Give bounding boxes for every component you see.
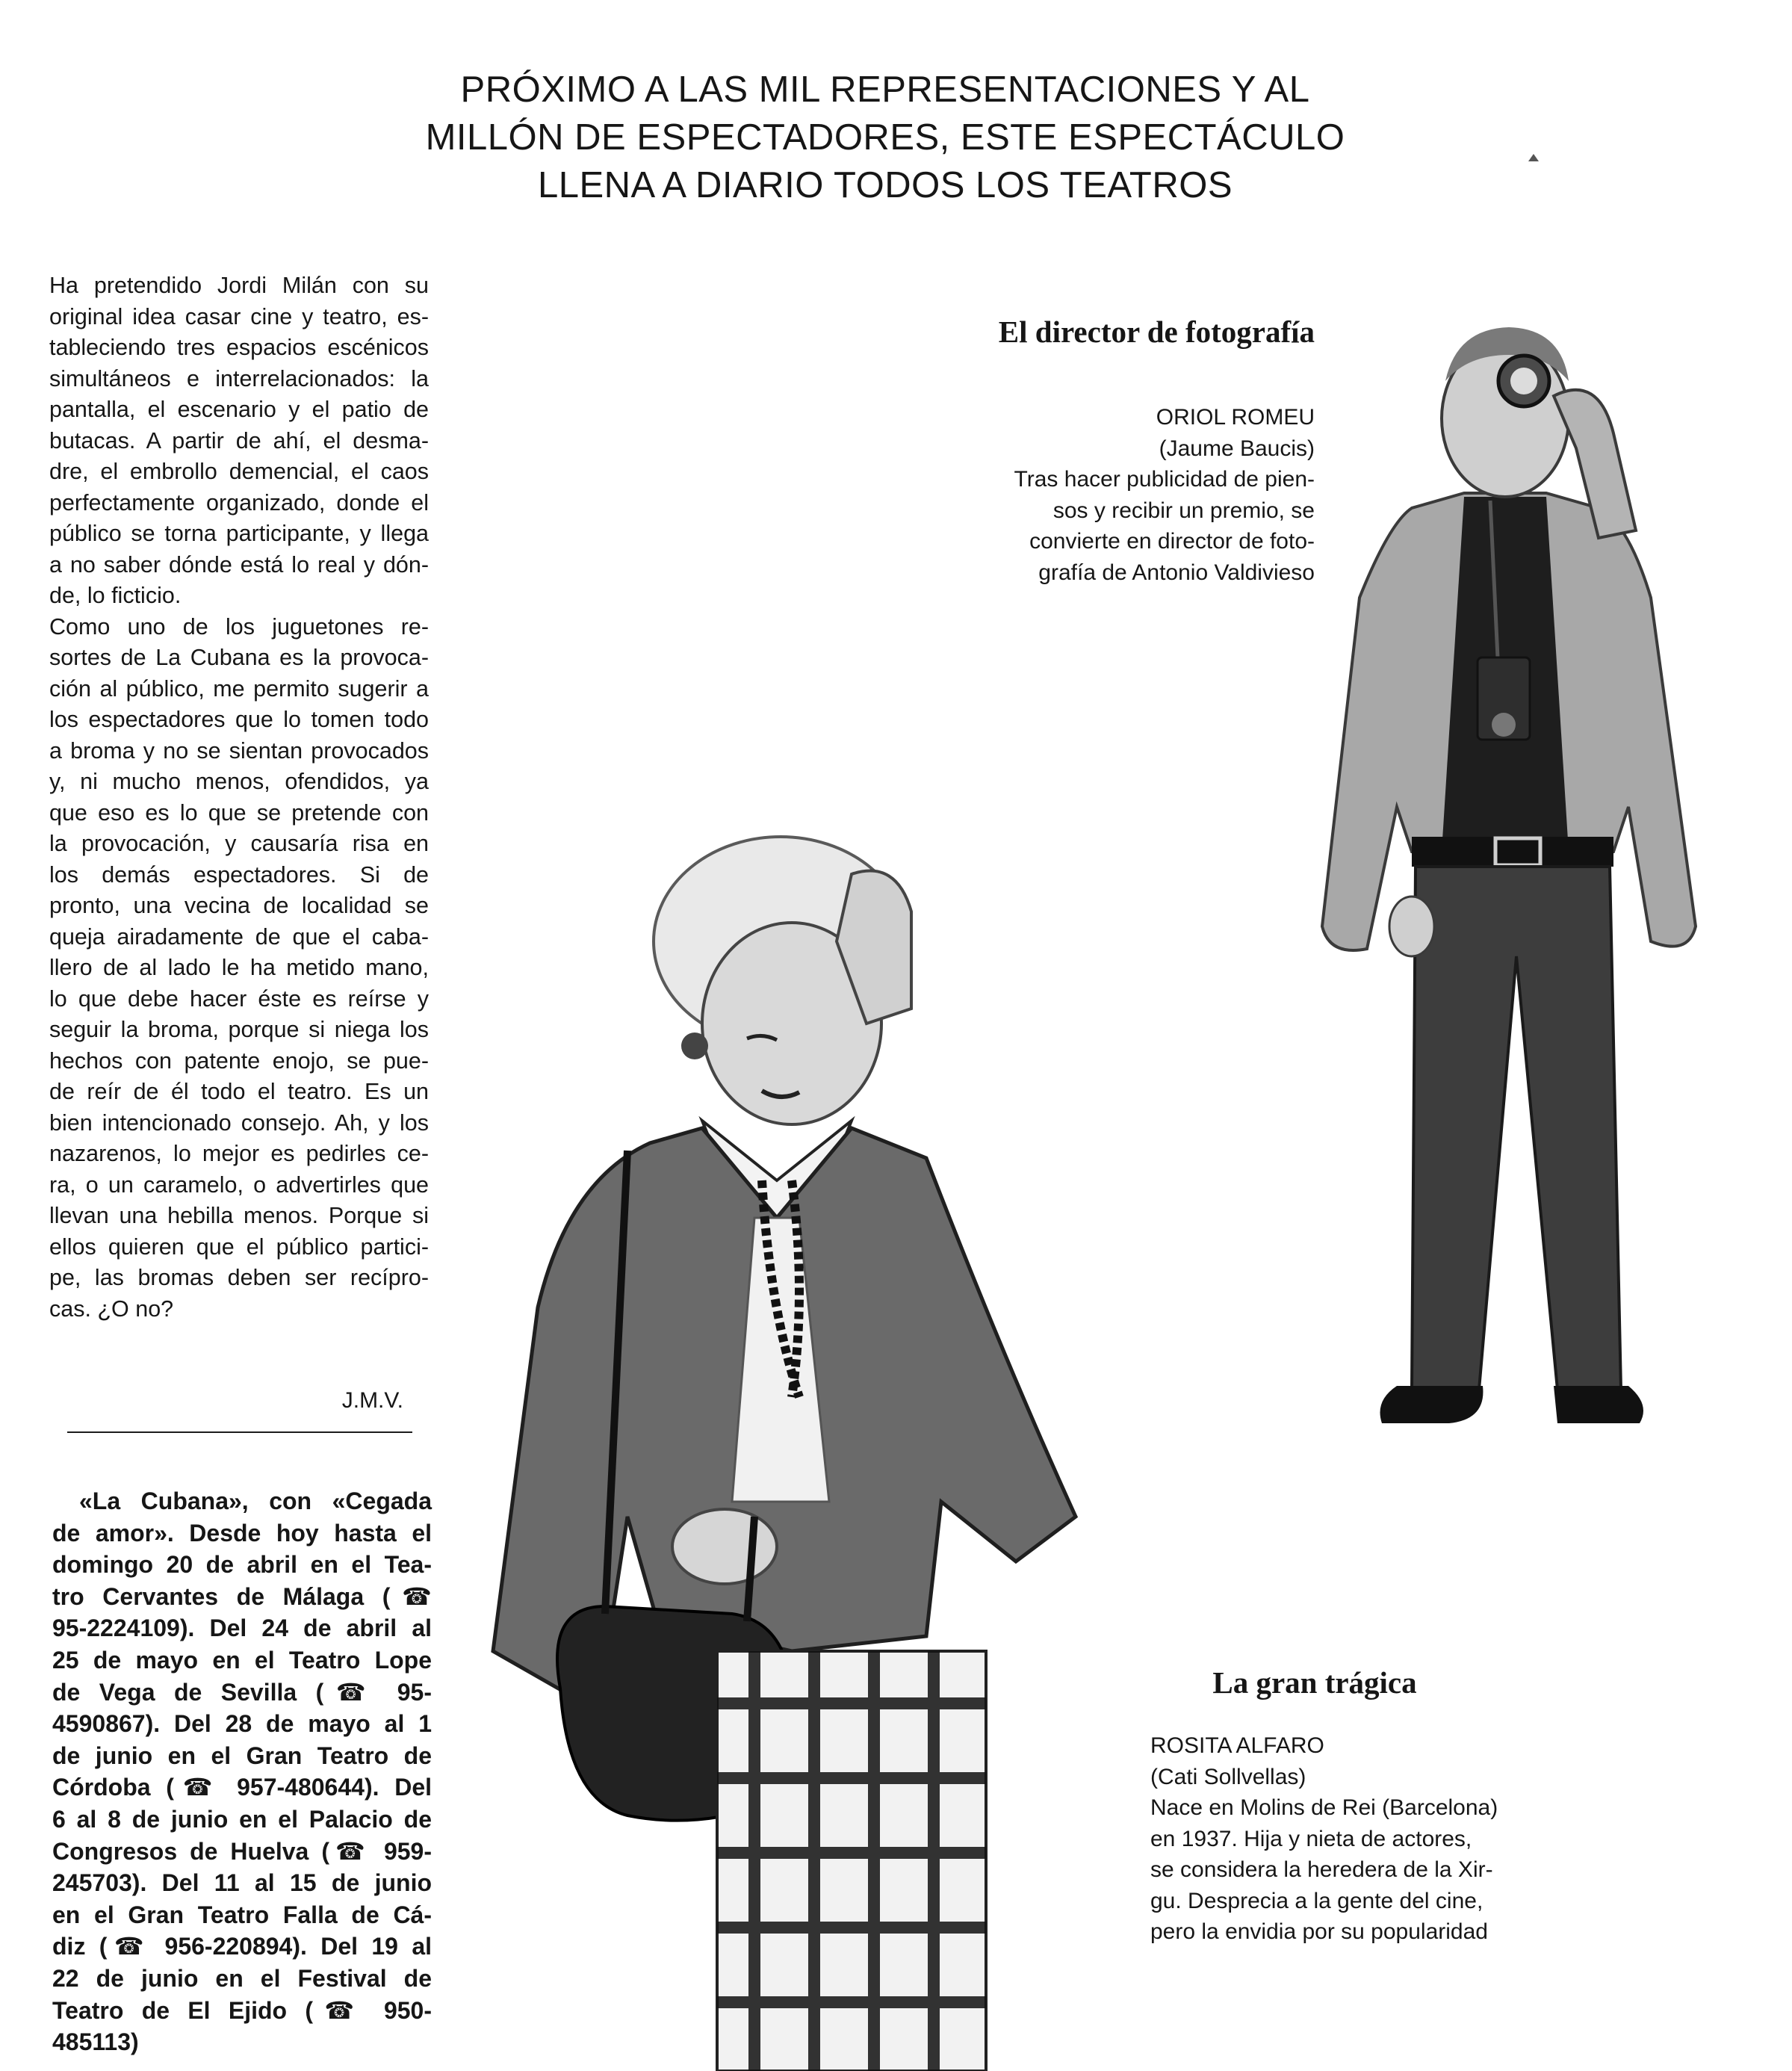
text-line: original idea casar cine y teatro, es- [49,303,429,329]
caption-line: Tras hacer publicidad de pien- [1014,467,1315,492]
info-line: domingo 20 de abril en el Tea- [52,1551,432,1579]
text-line: pantalla, el escenario y el patio de [49,397,429,422]
text-line: los espectadores que lo tomen todo [49,707,429,732]
text-line: la provocación, y causaría risa en [49,831,429,856]
caption-line: Nace en Molins de Rei (Barcelona) [1150,1795,1498,1820]
print-mark [1528,153,1540,162]
info-line: 22 de junio en el Festival de [52,1964,432,1992]
caption-director-body [926,402,1315,588]
text-line: queja airadamente de que el caba- [49,923,429,950]
caption-line: sos y recibir un premio, se [1052,498,1315,523]
caption-line: gu. Desprecia a la gente del cine, [1150,1888,1483,1913]
actor-name: (Jaume Baucis) [1159,436,1315,461]
text-line: de reír de él todo el teatro. Es un [49,1079,429,1104]
text-line: tableciendo tres espacios escénicos [49,335,429,360]
info-line: 95-2224109). Del 24 de abril al [52,1615,432,1642]
caption-line: grafía de Antonio Valdivieso [1038,560,1315,585]
text-line: que eso es lo que se pretende con [49,799,429,826]
caption-line: convierte en director de foto- [1029,529,1315,554]
headline-line: MILLÓN DE ESPECTADORES, ESTE ESPECTÁCULO [425,117,1345,158]
text-line: ellos quieren que el público partici- [49,1233,429,1260]
headline [314,66,1457,209]
show-info-box [52,1485,432,2058]
text-line: a broma y no se sientan provocados [49,737,429,764]
info-line: 25 de mayo en el Teatro Lope [52,1646,432,1674]
info-line: «La Cubana», con «Cegada [79,1488,432,1514]
text-line: simultáneos e interrelacionados: la [49,365,429,391]
photo-cameraman [1300,284,1703,1457]
text-line: pe, las bromas deben ser recípro- [49,1265,429,1290]
text-line: llero de al lado le ha metido mano, [49,955,429,980]
character-name: ROSITA ALFARO [1150,1733,1324,1758]
info-line: tro Cervantes de Málaga (☎ [52,1582,432,1610]
text-line: bien intencionado consejo. Ah, y los [49,1109,429,1136]
text-line: butacas. A partir de ahí, el desma- [49,427,429,453]
headline-line: LLENA A DIARIO TODOS LOS TEATROS [537,165,1233,205]
caption-line: pero la envidia por su popularidad [1150,1919,1488,1944]
caption-tragica-title: La gran trágica [1212,1665,1417,1700]
info-line: diz (☎ 956-220894). Del 19 al [52,1933,432,1960]
caption-line: en 1937. Hija y nieta de actores, [1150,1826,1472,1851]
text-line: hechos con patente enojo, se pue- [49,1047,429,1074]
article-paragraph-1 [24,270,429,612]
caption-line: se considera la heredera de la Xir- [1150,1857,1493,1882]
character-name: ORIOL ROMEU [1156,405,1315,430]
text-line: sortes de La Cubana es la provoca- [49,645,429,670]
text-line: perfectamente organizado, donde el [49,489,429,516]
info-line: 6 al 8 de junio en el Palacio de [52,1805,432,1833]
text-line: público se torna participante, y llega [49,521,429,546]
text-line: y, ni mucho menos, ofendidos, ya [49,769,429,794]
info-line: Córdoba (☎ 957-480644). Del [52,1774,432,1801]
text-line: llevan una hebilla menos. Porque si [49,1203,429,1228]
text-line: seguir la broma, porque si niega los [49,1017,429,1042]
text-line: pronto, una vecina de localidad se [49,893,429,918]
author-signature: J.M.V. [341,1388,403,1413]
info-line: Teatro de El Ejido (☎ 950- [52,1996,432,2024]
caption-director-title: El director de fotografía [998,315,1315,349]
text-line: los demás espectadores. Si de [49,861,429,888]
text-line: cas. ¿O no? [49,1295,174,1322]
text-line: Como uno de los juguetones re- [49,613,429,640]
divider-rule [67,1431,412,1433]
text-line: ción al público, me permito sugerir a [49,675,429,702]
headline-line: PRÓXIMO A LAS MIL REPRESENTACIONES Y AL [460,69,1310,110]
text-line: de, lo ficticio. [49,583,182,608]
article-column [24,270,429,1325]
text-line: dre, el embrollo demencial, el caos [49,459,429,484]
info-line: 245703). Del 11 al 15 de junio [52,1869,432,1897]
info-line: de Vega de Sevilla (☎ 95- [52,1678,432,1706]
info-line: 4590867). Del 28 de mayo al 1 [52,1710,432,1738]
text-line: a no saber dónde está lo real y dón- [49,551,429,578]
text-line: Ha pretendido Jordi Milán con su [49,273,429,298]
photo-tragic-actress [478,829,1150,2071]
info-line: en el Gran Teatro Falla de Cá- [52,1901,432,1928]
caption-tragica-body [1150,1730,1546,1948]
text-line: nazarenos, lo mejor es pedirles ce- [49,1141,429,1166]
info-line: 485113) [52,2028,139,2056]
actor-name: (Cati Sollvellas) [1150,1764,1306,1789]
info-line: de amor». Desde hoy hasta el [52,1519,432,1547]
info-line: de junio en el Gran Teatro de [52,1742,432,1769]
article-paragraph-2 [24,612,429,1325]
info-line: Congresos de Huelva (☎ 959- [52,1837,432,1865]
text-line: lo que debe hacer éste es reírse y [49,985,429,1012]
text-line: ra, o un caramelo, o advertirles que [49,1171,429,1198]
